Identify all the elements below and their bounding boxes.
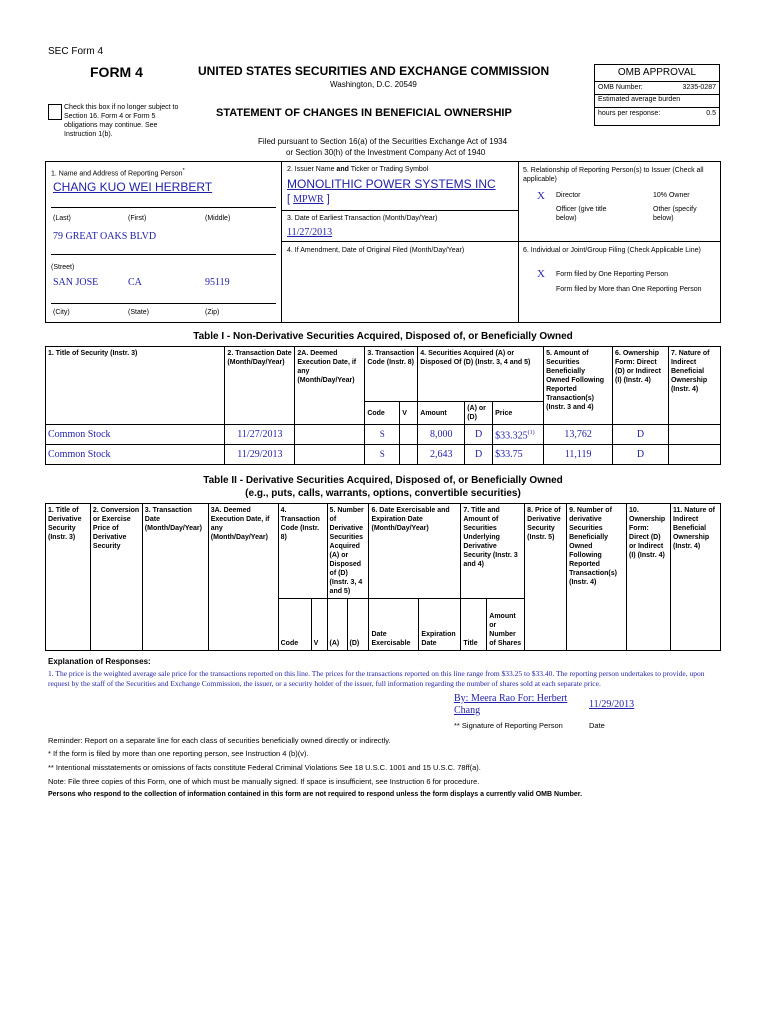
t1-r1-code: S (365, 425, 400, 445)
t2-v: V (311, 599, 327, 651)
t1-h2a: 2A. Deemed Execution Date, if any (Month/Day/Year) (295, 347, 365, 425)
t2-amount: Amount or Number of Shares (487, 599, 525, 651)
t2-h3a: 3A. Deemed Execution Date, if any (Month/Day/Year) (208, 504, 278, 651)
one-person-check[interactable]: X (537, 268, 545, 280)
t1-aord: (A) or (D) (465, 402, 493, 425)
one-person-label: Form filed by One Reporting Person (556, 271, 669, 278)
box4-label: 4. If Amendment, Date of Original Filed (Month/Day/Year) (287, 247, 465, 254)
filed-line-1: Filed pursuant to Section 16(a) of the Securities Exchange Act of 1934 (258, 137, 508, 146)
t1-h2: 2. Transaction Date (Month/Day/Year) (225, 347, 295, 425)
t2-d: (D) (347, 599, 369, 651)
t1-h4: 4. Securities Acquired (A) or Disposed Of (D) (Instr. 3, 4 and 5) (418, 347, 544, 402)
reporting-person-name: CHANG KUO WEI HERBERT (53, 180, 213, 194)
zip-value: 95119 (205, 277, 230, 288)
t2-h8: 8. Price of Derivative Security (Instr. 5) (525, 504, 567, 651)
street-value: 79 GREAT OAKS BLVD (53, 231, 157, 242)
signature-date: 11/29/2013 (589, 699, 635, 710)
officer-label: Officer (give title below) (556, 206, 607, 222)
omb-title: OMB APPROVAL (595, 65, 719, 82)
t1-h3: 3. Transaction Code (Instr. 8) (365, 347, 418, 402)
signature-name: By: Meera Rao For: Herbert Chang (454, 693, 568, 716)
last-label: (Last) (53, 215, 71, 222)
sec-form-label: SEC Form 4 (48, 46, 104, 57)
t2-h6: 6. Date Exercisable and Expiration Date (Month/Day/Year) (369, 504, 461, 599)
date-label: Date (589, 721, 605, 730)
t1-amount: Amount (418, 402, 465, 425)
t1-r2-owned: 11,119 (544, 445, 613, 465)
t1-r1-price: $33.325$^{(1)}$ (493, 425, 544, 445)
t1-h1: 1. Title of Security (Instr. 3) (46, 347, 225, 425)
table1-title: Table I - Non-Derivative Securities Acquired, Disposed of, or Beneficially Owned (193, 331, 573, 342)
explanation-label: Explanation of Responses: (48, 657, 151, 666)
t2-h9: 9. Number of derivative Securities Beneficially Owned Following Reported Transaction(s) (Instr. 4) (567, 504, 627, 651)
omb-number: 3235-0287 (682, 84, 716, 91)
t2-expiration: Expiration Date (419, 599, 461, 651)
earliest-transaction-date: 11/27/2013 (287, 227, 333, 238)
middle-label: (Middle) (205, 215, 231, 222)
table1 (45, 346, 721, 465)
t2-code: Code (278, 599, 311, 651)
t1-code: Code (365, 402, 400, 425)
filed-line-2: or Section 30(h) of the Investment Company Act of 1940 (286, 148, 486, 157)
t2-h1: 1. Title of Derivative Security (Instr. 3) (46, 504, 91, 651)
footnote-star2: ** Intentional misstatements or omissions of facts constitute Federal Criminal Violations See 18 U.S.C. 1001 and 15 U.S.C. 78ff(a). (48, 763, 481, 772)
explanation-text: 1. The price is the weighted average sale price for the transactions reported on this line. The prices for the transactions reported on this line range from $33.25 to $33.40. The reporting person undertakes to provide, upon request by the staff of the Securities and Exchange Commission, the issuer, or a security holder of the issuer, full information regarding the number of shares sold at each separate price. (48, 669, 705, 688)
director-label: Director (556, 192, 581, 199)
t1-r1-date: 11/27/2013 (225, 425, 295, 445)
no-longer-subject-checkbox[interactable] (48, 104, 62, 120)
table2 (45, 503, 721, 651)
t2-date-exercisable: Date Exercisable (369, 599, 419, 651)
t2-title: Title (461, 599, 487, 651)
statement-title: STATEMENT OF CHANGES IN BENEFICIAL OWNERSHIP (216, 107, 512, 119)
t2-h5: 5. Number of Derivative Securities Acquired (A) or Disposed of (D) (Instr. 3, 4 and 5) (327, 504, 369, 599)
t2-h7: 7. Title and Amount of Securities Underlying Derivative Security (Instr. 3 and 4) (461, 504, 525, 599)
t1-r1-owned: 13,762 (544, 425, 613, 445)
t1-r2-ad: D (465, 445, 493, 465)
agency-location: Washington, D.C. 20549 (330, 80, 417, 89)
state-value: CA (128, 277, 142, 288)
t1-r2-form: D (613, 445, 669, 465)
city-label: (City) (53, 309, 70, 316)
omb-box (594, 64, 720, 126)
t1-h5: 5. Amount of Securities Beneficially Owned Following Reported Transaction(s) (Instr. 3 and 4) (544, 347, 613, 425)
table2-title-1: Table II - Derivative Securities Acquired, Disposed of, or Beneficially Owned (203, 475, 563, 486)
box5-label: 5. Relationship of Reporting Person(s) to Issuer (Check all applicable) (523, 167, 704, 183)
ten-pct-owner-label: 10% Owner (653, 192, 690, 199)
form-title: FORM 4 (90, 64, 143, 80)
other-label: Other (specify below) (653, 206, 697, 222)
hours-label: hours per response: (598, 110, 661, 117)
table2-title-2: (e.g., puts, calls, warrants, options, convertible securities) (245, 488, 521, 499)
t1-r2-amount: 2,643 (418, 445, 465, 465)
persons-text: Persons who respond to the collection of information contained in this form are not required to respond unless the form displays a currently valid OMB Number. (48, 791, 583, 798)
table-row (46, 425, 721, 445)
t2-h3: 3. Transaction Date (Month/Day/Year) (142, 504, 208, 651)
table-row (46, 445, 721, 465)
omb-number-label: OMB Number: (598, 84, 643, 91)
box3-label: 3. Date of Earliest Transaction (Month/Day/Year) (287, 215, 438, 222)
t2-a: (A) (327, 599, 347, 651)
note-text: Note: File three copies of this Form, one of which must be manually signed. If space is insufficient, see Instruction 6 for procedure. (48, 777, 480, 786)
city-value: SAN JOSE (53, 277, 99, 288)
agency-title: UNITED STATES SECURITIES AND EXCHANGE COMMISSION (198, 64, 550, 78)
t1-h7: 7. Nature of Indirect Beneficial Ownership (Instr. 4) (668, 347, 720, 425)
t1-r1-form: D (613, 425, 669, 445)
t1-h6: 6. Ownership Form: Direct (D) or Indirect (I) (Instr. 4) (613, 347, 669, 425)
t1-r1-ad: D (465, 425, 493, 445)
footnote-star1: * If the form is filed by more than one reporting person, see Instruction 4 (b)(v). (48, 749, 309, 758)
issuer-ticker: [ MPWR ] (287, 193, 330, 205)
box1-label: 1. Name and Address of Reporting Person* (51, 168, 185, 178)
t1-v: V (400, 402, 418, 425)
checkbox-text: Check this box if no longer subject to Section 16. Form 4 or Form 5 obligations may continue. See Instruction 1(b). (64, 104, 179, 138)
t1-r1-title: Common Stock (46, 425, 225, 445)
t2-h4: 4. Transaction Code (Instr. 8) (278, 504, 327, 599)
reminder-text: Reminder: Report on a separate line for each class of securities beneficially owned directly or indirectly. (48, 736, 391, 745)
t1-r1-amount: 8,000 (418, 425, 465, 445)
t1-r2-title: Common Stock (46, 445, 225, 465)
signature-label: ** Signature of Reporting Person (454, 721, 563, 730)
t1-price: Price (493, 402, 544, 425)
burden-label: Estimated average burden (595, 95, 719, 108)
t1-r2-code: S (365, 445, 400, 465)
issuer-name: MONOLITHIC POWER SYSTEMS INC (287, 177, 496, 191)
state-label: (State) (128, 309, 150, 316)
hours-value: 0.5 (706, 110, 716, 117)
t2-h10: 10. Ownership Form: Direct (D) or Indirect (I) (Instr. 4) (627, 504, 671, 651)
t1-r2-date: 11/29/2013 (225, 445, 295, 465)
t2-h2: 2. Conversion or Exercise Price of Derivative Security (90, 504, 142, 651)
more-person-label: Form filed by More than One Reporting Person (556, 286, 702, 293)
t2-h11: 11. Nature of Indirect Beneficial Ownership (Instr. 4) (670, 504, 720, 651)
box6-label: 6. Individual or Joint/Group Filing (Check Applicable Line) (523, 247, 701, 254)
director-check[interactable]: X (537, 190, 545, 202)
zip-label: (Zip) (205, 309, 220, 316)
first-label: (First) (128, 215, 147, 222)
box2-label: 2. Issuer Name and Ticker or Trading Symbol (287, 166, 429, 173)
street-label: (Street) (51, 264, 75, 271)
t1-r2-price: $33.75 (493, 445, 544, 465)
